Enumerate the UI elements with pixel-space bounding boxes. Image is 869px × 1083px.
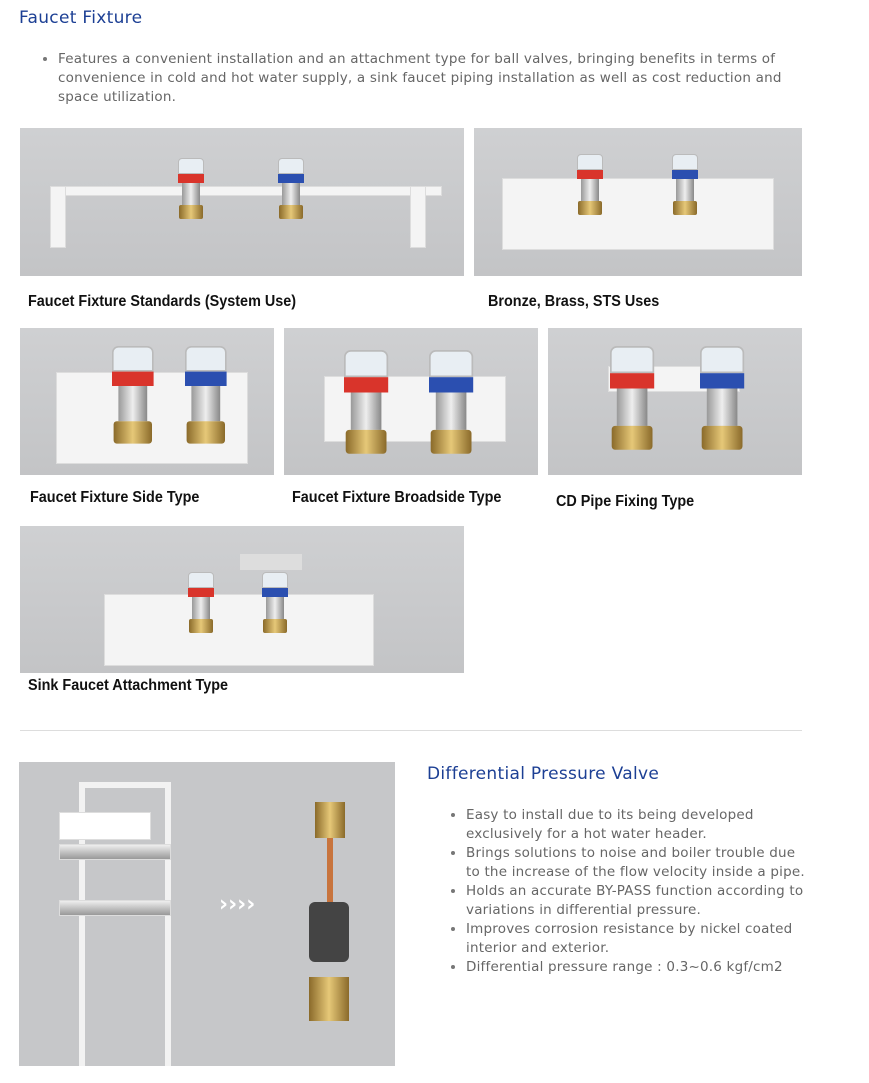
caption-sink-faucet: Sink Faucet Attachment Type <box>28 677 229 694</box>
description-item: • Features a convenient installation and an attachment type for ball valves, bringing benefits in terms of convenience in cold and hot water supply, a sink faucet piping installation as well as cost reduction and space utilization. <box>58 50 800 107</box>
faucet-fixture-description <box>40 50 800 107</box>
product-image-broadside-type <box>284 328 538 475</box>
section-divider <box>20 730 802 731</box>
differential-pressure-valve-title: Differential Pressure Valve <box>427 764 660 784</box>
differential-pressure-valve-features <box>448 806 813 977</box>
caption-standards: Faucet Fixture Standards (System Use) <box>28 293 297 310</box>
caption-bronze-brass-sts: Bronze, Brass, STS Uses <box>488 293 660 310</box>
feature-item: • Easy to install due to its being developed exclusively for a hot water header. <box>466 806 813 844</box>
feature-item: • Differential pressure range : 0.3~0.6 kgf/cm2 <box>466 958 813 977</box>
feature-item: • Brings solutions to noise and boiler trouble due to the increase of the flow velocity inside a pipe. <box>466 844 813 882</box>
product-image-sink-faucet <box>20 526 464 673</box>
caption-side-type: Faucet Fixture Side Type <box>30 489 200 506</box>
product-image-standards <box>20 128 464 276</box>
caption-cd-pipe-fixing: CD Pipe Fixing Type <box>556 493 695 510</box>
feature-item: • Holds an accurate BY-PASS function according to variations in differential pressure. <box>466 882 813 920</box>
product-image-cd-pipe-fixing <box>548 328 802 475</box>
arrow-icon: ›››› <box>219 892 256 917</box>
faucet-fixture-title: Faucet Fixture <box>19 8 143 28</box>
differential-pressure-valve-image <box>19 762 395 1066</box>
product-image-bronze-brass-sts <box>474 128 802 276</box>
feature-item: • Improves corrosion resistance by nickel coated interior and exterior. <box>466 920 813 958</box>
caption-broadside-type: Faucet Fixture Broadside Type <box>292 489 502 506</box>
product-image-side-type <box>20 328 274 475</box>
